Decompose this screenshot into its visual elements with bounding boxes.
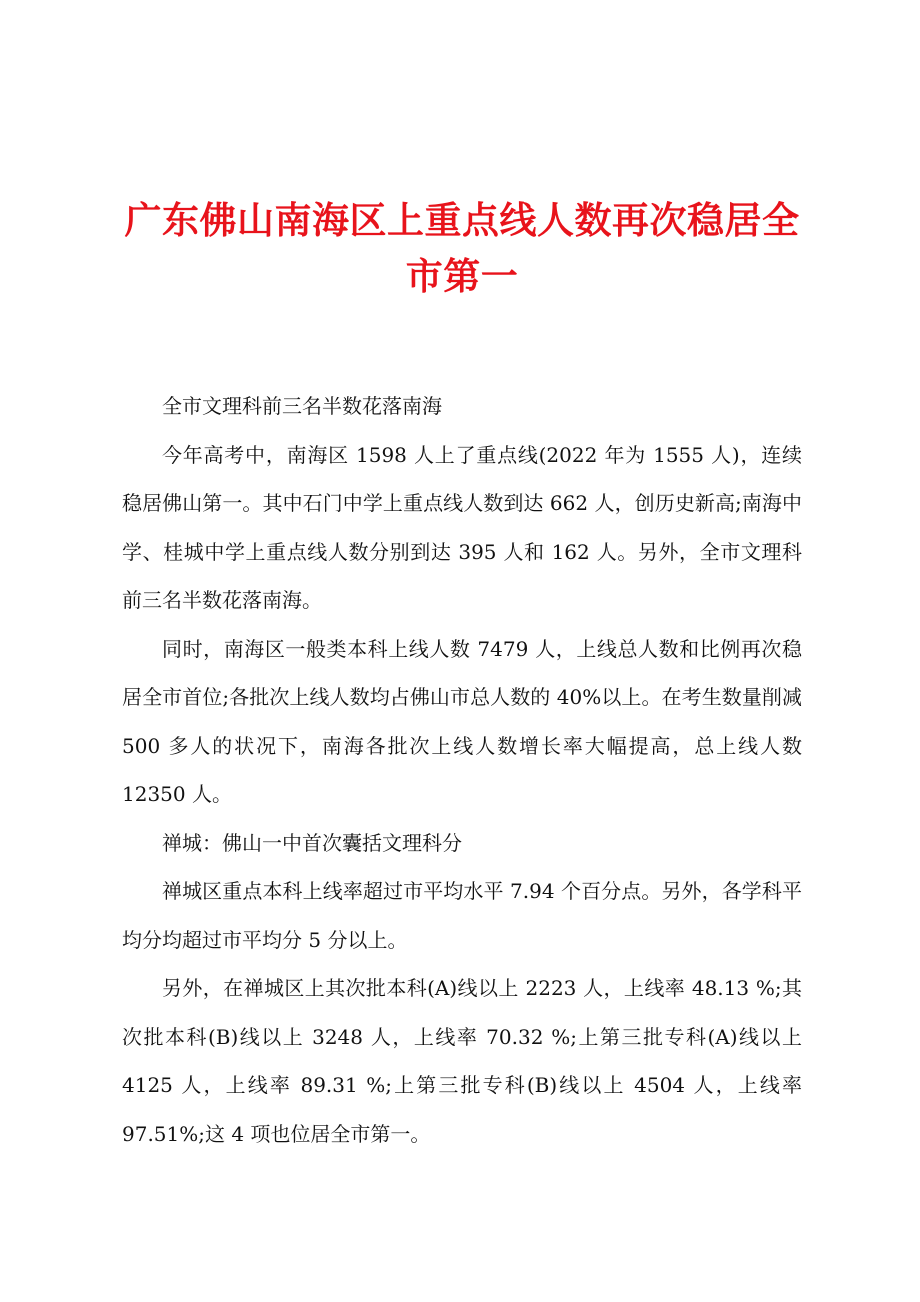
- paragraph: 今年高考中，南海区 1598 人上了重点线(2022 年为 1555 人)，连续稳居佛山第一。其中石门中学上重点线人数到达 662 人，创历史新高;南海中学、桂城中学上重点线人数分别到达 395 人和 162 人。另外，全市文理科前三名半数花落南海。: [122, 442, 802, 612]
- paragraph: 禅城区重点本科上线率超过市平均水平 7.94 个百分点。另外，各学科平均分均超过市平均分 5 分以上。: [122, 879, 802, 952]
- paragraph: 禅城：佛山一中首次囊括文理科分: [162, 830, 462, 855]
- document-title: 广东佛山南海区上重点线人数再次稳居全市第一: [124, 199, 800, 298]
- paragraph: 同时，南海区一般类本科上线人数 7479 人，上线总人数和比例再次稳居全市首位;各批次上线人数均占佛山市总人数的 40%以上。在考生数量削减 500 多人的状况下，南海各批次上线人数增长率大幅提高，总上线人数 12350 人。: [122, 636, 802, 806]
- paragraph: 全市文理科前三名半数花落南海: [162, 394, 442, 418]
- paragraph: 另外，在禅城区上其次批本科(A)线以上 2223 人，上线率 48.13 %;其次批本科(B)线以上 3248 人，上线率 70.32 %;上第三批专科(A)线以上 4125 人，上线率 89.31 %;上第三批专科(B)线以上 4504 人，上线率 97.51%;这 4 项也位居全市第一。: [122, 976, 802, 1146]
- document-body: [122, 382, 802, 1158]
